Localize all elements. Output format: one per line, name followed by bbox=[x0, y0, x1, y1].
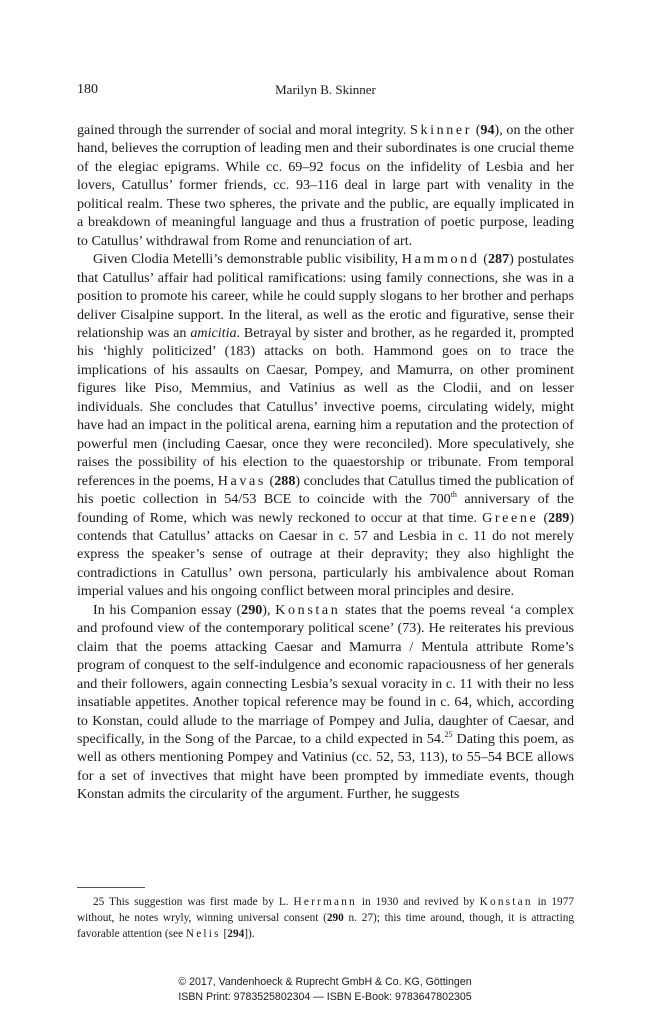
text-run: ) contends that Catullus’ attacks on Caesar in c. 57 and Lesbia in c. 11 do not merely express the speaker’s sense of outrage at their depravity; they also highlight the contradictions in Catullus’ own persona, particularly his ambivalence about Roman imperial values and his ongoing conflict between moral principles and desire. bbox=[77, 509, 575, 600]
bibliography-ref: 289 bbox=[548, 509, 570, 526]
footnotes bbox=[77, 894, 574, 943]
footnote-25 bbox=[77, 894, 574, 943]
author-name: Konstan bbox=[275, 601, 341, 618]
footnote-marker[interactable]: 25 bbox=[444, 729, 453, 739]
text-run: ) concludes that Catullus timed the publication of his poetic collection in 54/53 BCE to coincide with the 700 bbox=[77, 472, 575, 508]
author-name: Hammond bbox=[401, 251, 480, 268]
page-number: 180 bbox=[77, 82, 98, 97]
ordinal-suffix: th bbox=[450, 490, 457, 500]
text-run: in 1930 and revived by bbox=[356, 896, 480, 908]
bibliography-ref: 290 bbox=[241, 601, 263, 618]
text-run: anniversary of the founding of Rome, which was newly reckoned to occur at that time. bbox=[77, 491, 574, 526]
text-run: in 1977 without, he notes wryly, winning universal consent ( bbox=[77, 896, 574, 925]
bibliography-ref: 94 bbox=[480, 122, 495, 138]
running-head: Marilyn B. Skinner bbox=[275, 82, 376, 97]
author-name: Havas bbox=[217, 472, 266, 489]
footnote-separator bbox=[77, 887, 145, 888]
bibliography-ref: 287 bbox=[488, 251, 510, 268]
text-run: This suggestion was first made by L. bbox=[104, 896, 294, 908]
body-text bbox=[77, 121, 574, 804]
text-run: [ bbox=[220, 928, 228, 941]
text-run: Given Clodia Metelli’s demonstrable public visibility, bbox=[93, 251, 402, 268]
text-run: ( bbox=[265, 472, 275, 489]
text-run: . Betrayal by sister and brother, as he regarded it, prompted his ‘highly politicized’ (183) attacks on both. Hammond goes on to trace the implications of his assaults on Caesar, Pompey, and Mamurra, on other prominent figures like Piso, Memmius, and Vatinius as well as the Clodii, and on lesser individuals. She concludes that Catullus’ invective poems, circulating widely, might have had an impact in the political arena, earning him a reputation and the protection of powerful men (including Caesar, once they were reconciled). More speculatively, she raises the possibility of his election to the quaestorship or tribunate. From temporal references in the poems, bbox=[77, 324, 574, 489]
copyright-line: © 2017, Vandenhoeck & Ruprecht GmbH & Co. KG, Göttingen bbox=[178, 976, 472, 988]
author-name: Herrmann bbox=[293, 896, 357, 908]
text-run: ) postulates that Catullus’ affair had political ramifications: using family connections, she was in a position to promote his career, while he could supply slogans to her brother and perhaps deliver Cisalpine support. In the literal, as well as the erotic and figurative, sense their relationship was an bbox=[77, 251, 574, 341]
paragraph-1 bbox=[77, 121, 574, 250]
author-name: Greene bbox=[482, 509, 539, 526]
page-header bbox=[77, 82, 574, 102]
text-run: ( bbox=[479, 251, 488, 268]
text-run: n. 27); this time around, though, it is attracting favorable attention (see bbox=[77, 912, 575, 941]
text-run: In his Companion essay ( bbox=[93, 601, 242, 618]
bibliography-ref: 288 bbox=[274, 472, 296, 489]
text-run: ( bbox=[472, 122, 481, 138]
text-run: Dating this poem, as well as others mentioning Pompey and Vatinius (cc. 52, 53, 113), to 55–54 BCE allows for a set of invectives that might have been prompted by immediate events, though Konstan admits the circularity of the argument. Further, he suggests bbox=[77, 730, 574, 803]
text-run: ( bbox=[538, 509, 549, 526]
text-run: ]). bbox=[244, 928, 255, 941]
paragraph-3 bbox=[77, 601, 574, 804]
bibliography-ref: 294 bbox=[227, 928, 245, 941]
author-name: Konstan bbox=[479, 896, 533, 908]
text-run: gained through the surrender of social and moral integrity. bbox=[77, 122, 411, 138]
isbn-line: ISBN Print: 9783525802304 — ISBN E-Book: 9783647802305 bbox=[178, 991, 472, 1003]
author-name: Skinner bbox=[410, 122, 473, 138]
text-run: states that the poems reveal ‘a complex and profound view of the contemporary political scene’ (73). He reiterates his previous claim that the poems attacking Caesar and Mamurra / Mentula attribute Rome’s program of conquest to the self-indulgence and economic rapaciousness of her generals and their followers, again connecting Lesbia’s sexual voracity in c. 11 with their no less insatiable appetites. Another topical reference may be found in c. 64, which, according to Konstan, could allude to the marriage of Pompey and Julia, daughter of Caesar, and specifically, in the Song of the Parcae, to a child expected in 54. bbox=[77, 601, 574, 747]
italic-term: amicitia bbox=[190, 324, 237, 341]
copyright-notice bbox=[0, 975, 650, 1005]
text-run: ), bbox=[262, 601, 276, 618]
paragraph-2 bbox=[77, 250, 574, 601]
footnote-number: 25 bbox=[93, 896, 105, 908]
bibliography-ref: 290 bbox=[326, 912, 344, 925]
text-run: ), on the other hand, believes the corruption of leading men and their subordinates is one crucial theme of the elegiac epigrams. While cc. 69–92 focus on the infidelity of Lesbia and her lovers, Catullus’ former friends, cc. 93–116 deal in large part with venality in the political realm. These two spheres, the private and the public, are equally implicated in a breakdown of meaningful language and thus a frustration of poetic purpose, leading to Catullus’ withdrawal from Rome and renunciation of art. bbox=[77, 122, 574, 249]
author-name: Nelis bbox=[185, 928, 221, 941]
